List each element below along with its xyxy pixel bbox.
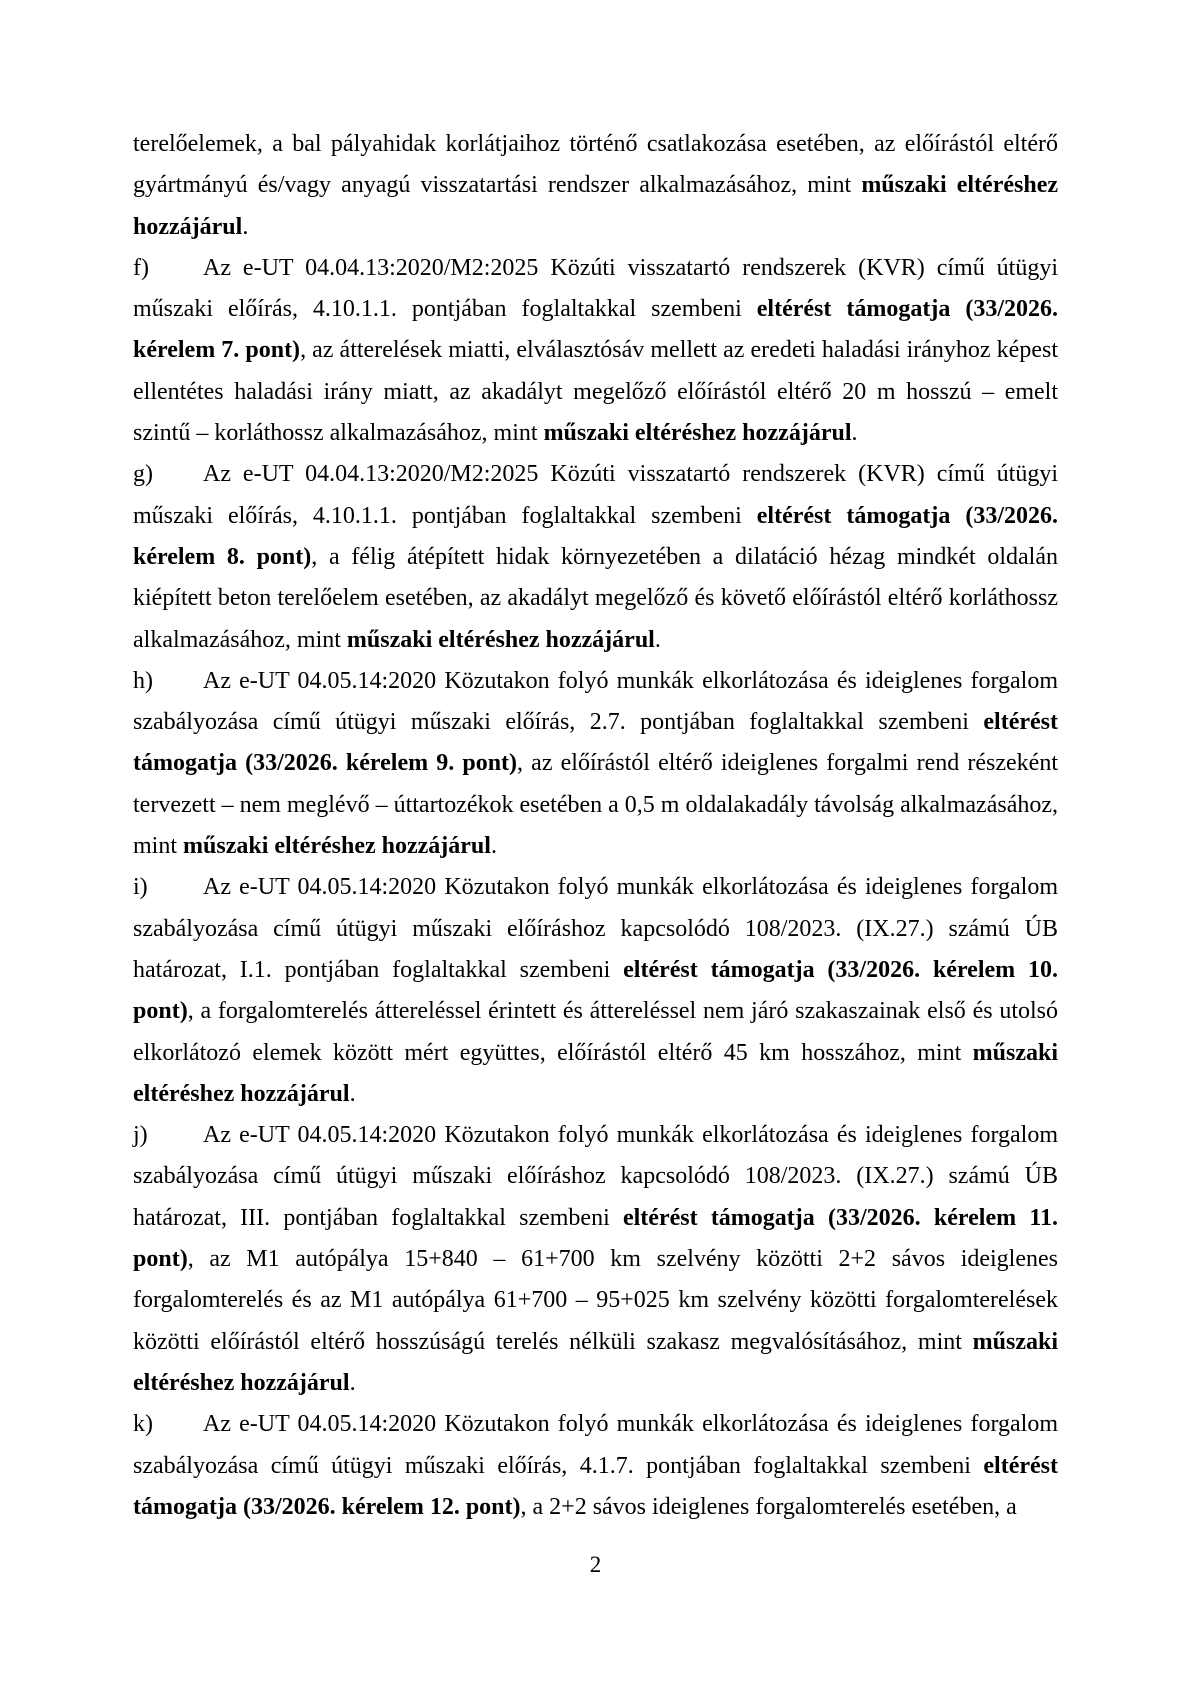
text-run: Az e-UT 04.05.14:2020 Közutakon folyó munkák elkorlátozása és ideiglenes forgalom szabályozása című útügyi műszaki előírás, 4.1.7. pontjában foglaltakkal szembeni (133, 1411, 1058, 1479)
document-body (133, 124, 1058, 1528)
bold-text-run: eltérést támogatja (33/2026. kérelem 7. pont) (133, 296, 1058, 364)
paragraph-label: k) (133, 1411, 153, 1438)
paragraph (133, 454, 1058, 660)
paragraph (133, 867, 1058, 1115)
text-run: . (851, 420, 858, 447)
paragraph-label: j) (133, 1122, 148, 1149)
bold-text-run: műszaki eltéréshez hozzájárul (133, 1328, 1058, 1396)
text-run: terelőelemek, a bal pályahidak korlátjaihoz történő csatlakozása esetében, az előírástól eltérő gyártmányú és/vagy anyagú visszatartási rendszer alkalmazásához, mint (133, 131, 1058, 199)
paragraph (133, 124, 1058, 248)
text-run: . (349, 1369, 356, 1396)
bold-text-run: eltérést támogatja (33/2026. kérelem 8. pont) (133, 502, 1058, 570)
text-run: Az e-UT 04.05.14:2020 Közutakon folyó munkák elkorlátozása és ideiglenes forgalom szabályozása című útügyi műszaki előíráshoz kapcsolódó 108/2023. (IX.27.) számú ÚB határozat, III. pontjában foglaltakkal szembeni (133, 1122, 1058, 1231)
paragraph-label: h) (133, 667, 153, 694)
paragraph-label: f) (133, 254, 149, 281)
bold-text-run: műszaki eltéréshez hozzájárul (183, 833, 491, 860)
bold-text-run: eltérést támogatja (33/2026. kérelem 9. pont) (133, 709, 1058, 777)
text-run: , az előírástól eltérő ideiglenes forgalmi rend részeként tervezett – nem meglévő – úttartozékok esetében a 0,5 m oldalakadály távolság alkalmazásához, mint (133, 750, 1058, 860)
text-run: , a félig átépített hidak környezetében a dilatáció hézag mindkét oldalán kiépített beton terelőelem esetében, az akadályt megelőző és követő előírástól eltérő korláthossz alkalmazásához, mint (133, 543, 1058, 653)
text-run: . (490, 833, 497, 860)
page-number: 2 (589, 1552, 602, 1577)
text-run: , a 2+2 sávos ideiglenes forgalomterelés esetében, a (520, 1493, 1017, 1520)
bold-text-run: műszaki eltéréshez hozzájárul (346, 626, 655, 653)
text-run: . (242, 213, 249, 240)
text-run: , a forgalomterelés áttereléssel érintett és áttereléssel nem járó szakaszainak első és utolsó elkorlátozó elemek között mért együttes, előírástól eltérő 45 km hosszához, mint (133, 998, 1058, 1066)
bold-text-run: eltérést támogatja (33/2026. kérelem 10. pont) (133, 956, 1058, 1025)
text-run: Az e-UT 04.04.13:2020/M2:2025 Közúti visszatartó rendszerek (KVR) című útügyi műszaki előírás, 4.10.1.1. pontjában foglaltakkal szembeni (133, 254, 1058, 323)
paragraph (133, 248, 1058, 454)
text-run: , az átterelések miatti, elválasztósáv mellett az eredeti haladási irányhoz képest ellentétes haladási irány miatt, az akadályt megelőző előírástól eltérő 20 m hosszú – emelt szintű – korláthossz alkalmazásához, mint (133, 337, 1058, 447)
paragraph-label: g) (133, 461, 153, 488)
paragraph (133, 661, 1058, 867)
paragraph-label: i) (133, 874, 148, 901)
text-run: . (349, 1080, 356, 1107)
paragraph (133, 1115, 1058, 1404)
text-run: Az e-UT 04.05.14:2020 Közutakon folyó munkák elkorlátozása és ideiglenes forgalom szabályozása című útügyi műszaki előírás, 2.7. pontjában foglaltakkal szembeni (133, 667, 1058, 736)
paragraph (133, 1404, 1058, 1528)
bold-text-run: műszaki eltéréshez hozzájárul (133, 172, 1059, 240)
text-run: . (654, 626, 661, 653)
bold-text-run: eltérést támogatja (33/2026. kérelem 11. pont) (133, 1204, 1059, 1273)
text-run: Az e-UT 04.04.13:2020/M2:2025 Közúti visszatartó rendszerek (KVR) című útügyi műszaki előírás, 4.10.1.1. pontjában foglaltakkal szembeni (133, 461, 1058, 529)
text-run: , az M1 autópálya 15+840 – 61+700 km szelvény közötti 2+2 sávos ideiglenes forgalomterelés és az M1 autópálya 61+700 – 95+025 km szelvény közötti forgalomterelések közötti előírástól eltérő hosszúságú terelés nélküli szakasz megvalósításához, mint (133, 1246, 1058, 1355)
bold-text-run: eltérést támogatja (33/2026. kérelem 12. pont) (133, 1452, 1058, 1520)
text-run: Az e-UT 04.05.14:2020 Közutakon folyó munkák elkorlátozása és ideiglenes forgalom szabályozása című útügyi műszaki előíráshoz kapcsolódó 108/2023. (IX.27.) számú ÚB határozat, I.1. pontjában foglaltakkal szembeni (133, 874, 1058, 983)
bold-text-run: műszaki eltéréshez hozzájárul (133, 1039, 1058, 1107)
bold-text-run: műszaki eltéréshez hozzájárul (543, 420, 852, 447)
